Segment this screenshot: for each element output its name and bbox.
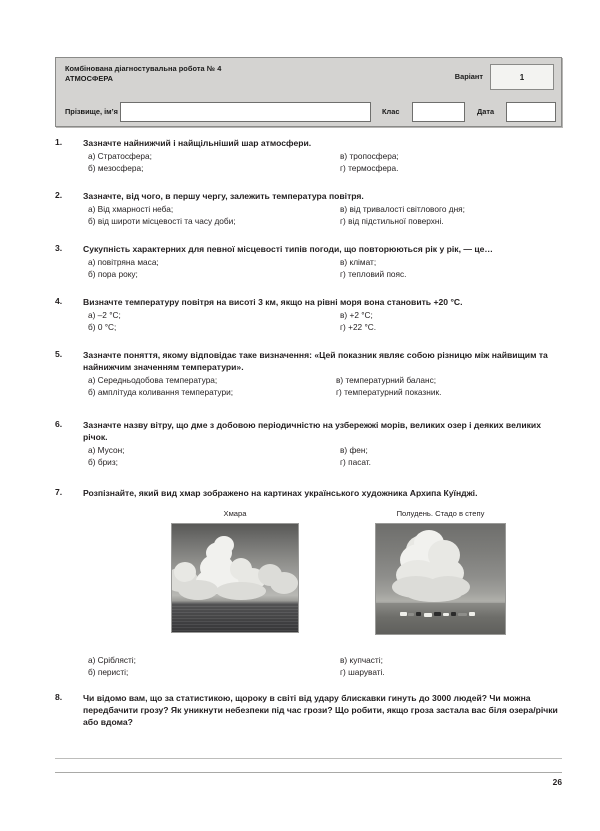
- question-options: [88, 256, 565, 282]
- date-input[interactable]: [506, 102, 556, 122]
- class-input[interactable]: [412, 102, 465, 122]
- question-number: 3.: [55, 243, 63, 253]
- variant-label: Варіант: [454, 72, 483, 81]
- option-a[interactable]: а) повітряна маса;: [88, 257, 159, 268]
- surname-label: Прізвище, ім’я: [65, 107, 118, 116]
- question-stem: Визначте температуру повітря на висоті 3 км, якщо на рівні моря вона становить +20 °С.: [83, 297, 463, 307]
- worksheet-title: Комбінована діагностувальна робота № 4: [65, 64, 222, 73]
- header-bottom-row: [56, 98, 561, 128]
- footer-rule-top: [55, 758, 562, 759]
- question-6: [55, 419, 565, 470]
- question-stem: Чи відомо вам, що за статистикою, щороку в світі від удару блискавки гинуть до 3000 людей? Чи можна передбачити грозу? Як уникнути небезпеки під час грози? Що робити, якщо гроза застала вас біля озера/річки або вдома?: [83, 693, 558, 728]
- option-c[interactable]: в) тропосфера;: [340, 151, 399, 162]
- option-d[interactable]: г) +22 °С.: [340, 322, 377, 333]
- variant-value: 1: [519, 72, 525, 82]
- question-stem: Зазначте, від чого, в першу чергу, залежить температура повітря.: [83, 191, 364, 201]
- option-a[interactable]: а) Стратосфера;: [88, 151, 152, 162]
- painting-left-image: [171, 523, 299, 633]
- question-7-pictures: [55, 509, 565, 649]
- question-7: [55, 487, 565, 499]
- question-number: 2.: [55, 190, 63, 200]
- option-c[interactable]: в) фен;: [340, 445, 368, 456]
- variant-box: [490, 64, 554, 90]
- question-4: [55, 296, 565, 335]
- date-label: Дата: [477, 107, 495, 116]
- question-number: 8.: [55, 692, 63, 702]
- question-7-options-block: [55, 653, 565, 680]
- option-b[interactable]: б) 0 °С;: [88, 322, 117, 333]
- option-c[interactable]: в) від тривалості світлового дня;: [340, 204, 465, 215]
- option-d[interactable]: г) тепловий пояс.: [340, 269, 407, 280]
- question-1: [55, 137, 565, 176]
- option-d[interactable]: г) температурний показник.: [336, 387, 442, 398]
- question-stem: Сукупність характерних для певної місцевості типів погоди, що повторюються рік у рік, — це…: [83, 244, 493, 254]
- option-b[interactable]: б) пора року;: [88, 269, 138, 280]
- sea-surface: [172, 603, 298, 632]
- question-stem: Зазначте найнижчий і найщільніший шар атмосфери.: [83, 138, 312, 148]
- question-options: [88, 309, 565, 335]
- question-stem: Розпізнайте, який вид хмар зображено на картинах українського художника Архипа Куїнджі.: [83, 488, 478, 498]
- header-title-block: [65, 64, 221, 84]
- painting-left-caption: Хмара: [223, 509, 247, 518]
- class-label: Клас: [382, 107, 400, 116]
- option-c[interactable]: в) купчасті;: [340, 655, 383, 665]
- option-a[interactable]: а) Сріблясті;: [88, 655, 136, 665]
- option-c[interactable]: в) клімат;: [340, 257, 377, 268]
- question-number: 4.: [55, 296, 63, 306]
- header-top-row: [56, 58, 561, 98]
- option-b[interactable]: б) мезосфера;: [88, 163, 144, 174]
- option-b[interactable]: б) перисті;: [88, 667, 129, 677]
- option-d[interactable]: г) термосфера.: [340, 163, 399, 174]
- option-a[interactable]: а) Від хмарності неба;: [88, 204, 174, 215]
- option-c[interactable]: в) температурний баланс;: [336, 375, 437, 386]
- painting-right: [353, 509, 528, 635]
- footer-rule-bottom: [55, 772, 562, 773]
- page-number: 26: [552, 777, 562, 787]
- question-number: 7.: [55, 487, 63, 497]
- option-d[interactable]: г) шаруваті.: [340, 667, 385, 677]
- painting-right-caption: Полудень. Стадо в степу: [396, 509, 485, 518]
- question-3: [55, 243, 565, 282]
- question-options: [88, 150, 565, 176]
- question-options: [88, 444, 565, 470]
- painting-right-image: [375, 523, 506, 635]
- question-5: [55, 349, 565, 400]
- option-d[interactable]: г) пасат.: [340, 457, 371, 468]
- option-b[interactable]: б) бриз;: [88, 457, 118, 468]
- option-b[interactable]: б) амплітуда коливання температури;: [88, 387, 234, 398]
- question-stem: Зазначте поняття, якому відповідає таке визначення: «Цей показник являє собою різницю між найвищим та найнижчим значенням температури».: [83, 350, 548, 373]
- option-d[interactable]: г) від підстильної поверхні.: [340, 216, 444, 227]
- question-options: [88, 203, 565, 229]
- question-2: [55, 190, 565, 229]
- surname-input[interactable]: [120, 102, 371, 122]
- worksheet-subtitle: АТМОСФЕРА: [65, 73, 114, 83]
- question-number: 1.: [55, 137, 63, 147]
- question-stem: Зазначте назву вітру, що дме з добовою періодичністю на узбережжі морів, великих озер і деяких великих річок.: [83, 420, 541, 443]
- question-options: [88, 654, 565, 680]
- option-b[interactable]: б) від широти місцевості та часу доби;: [88, 216, 236, 227]
- steppe-ground: [376, 603, 505, 634]
- painting-left: [155, 509, 315, 633]
- option-a[interactable]: а) –2 °С;: [88, 310, 121, 321]
- question-options: [88, 374, 565, 400]
- question-8: [55, 692, 565, 729]
- option-c[interactable]: в) +2 °С;: [340, 310, 373, 321]
- question-number: 6.: [55, 419, 63, 429]
- worksheet-header: [55, 57, 562, 127]
- option-a[interactable]: а) Середньодобова температура;: [88, 375, 218, 386]
- option-a[interactable]: а) Мусон;: [88, 445, 125, 456]
- question-number: 5.: [55, 349, 63, 359]
